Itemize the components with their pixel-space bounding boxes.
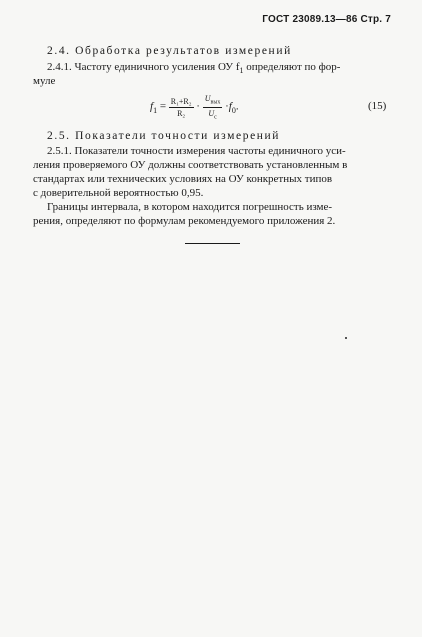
formula-equals: = — [157, 100, 169, 113]
formula-number: (15) — [368, 100, 387, 112]
formula-tail: f — [228, 100, 232, 113]
multiply-dot-2: · — [225, 100, 229, 113]
formula-lhs-sub: 1 — [153, 105, 158, 115]
multiply-dot: · — [196, 100, 200, 113]
formula-fraction-voltage — [203, 94, 223, 120]
paragraph-2-4-1-line2: муле — [33, 75, 56, 87]
paragraph-bounds-line1: Границы интервала, в котором находится погрешность изме- — [47, 201, 333, 213]
subscript: 1 — [239, 66, 244, 76]
fraction-numerator-voltage — [203, 94, 223, 108]
end-rule — [185, 243, 240, 244]
formula-tail-sub: 0 — [231, 105, 236, 115]
formula-15 — [150, 94, 239, 120]
formula-period: . — [235, 100, 239, 113]
voltage-signal-symbol: U — [208, 108, 215, 118]
paragraph-bounds-line2: рения, определяют по формулам рекомендуемого приложения 2. — [33, 215, 336, 227]
stray-mark — [345, 337, 347, 339]
paragraph-text: 2.4.1. Частоту единичного усиления ОУ f — [47, 61, 240, 73]
page-header: ГОСТ 23089.13—86 Стр. 7 — [262, 14, 391, 25]
voltage-out-sub: вых — [210, 99, 221, 106]
paragraph-2-5-1-line4: с доверительной вероятностью 0,95. — [33, 187, 204, 199]
formula-lhs: f — [150, 100, 154, 113]
section-2-4-title: 2.4. Обработка результатов измерений — [47, 45, 292, 57]
fraction-numerator: R₁+R₂ — [170, 96, 192, 106]
paragraph-2-5-1-line2: ления проверяемого ОУ должны соответствовать установленным в — [33, 159, 348, 171]
fraction-denominator-voltage — [203, 108, 223, 121]
formula-fraction-resistors — [169, 97, 194, 118]
fraction-denominator: R₂ — [177, 108, 186, 118]
paragraph-2-5-1-line3: стандартах или технических условиях на ОУ конкретных типов — [33, 173, 333, 185]
paragraph-2-4-1-line1 — [47, 60, 340, 78]
paragraph-text-end: определяют по фор- — [243, 61, 341, 73]
section-2-5-title: 2.5. Показатели точности измерений — [47, 130, 281, 142]
voltage-signal-sub: c — [214, 114, 217, 121]
voltage-out-symbol: U — [204, 94, 211, 103]
paragraph-2-5-1-line1: 2.5.1. Показатели точности измерения частоты единичного уси- — [47, 145, 346, 157]
